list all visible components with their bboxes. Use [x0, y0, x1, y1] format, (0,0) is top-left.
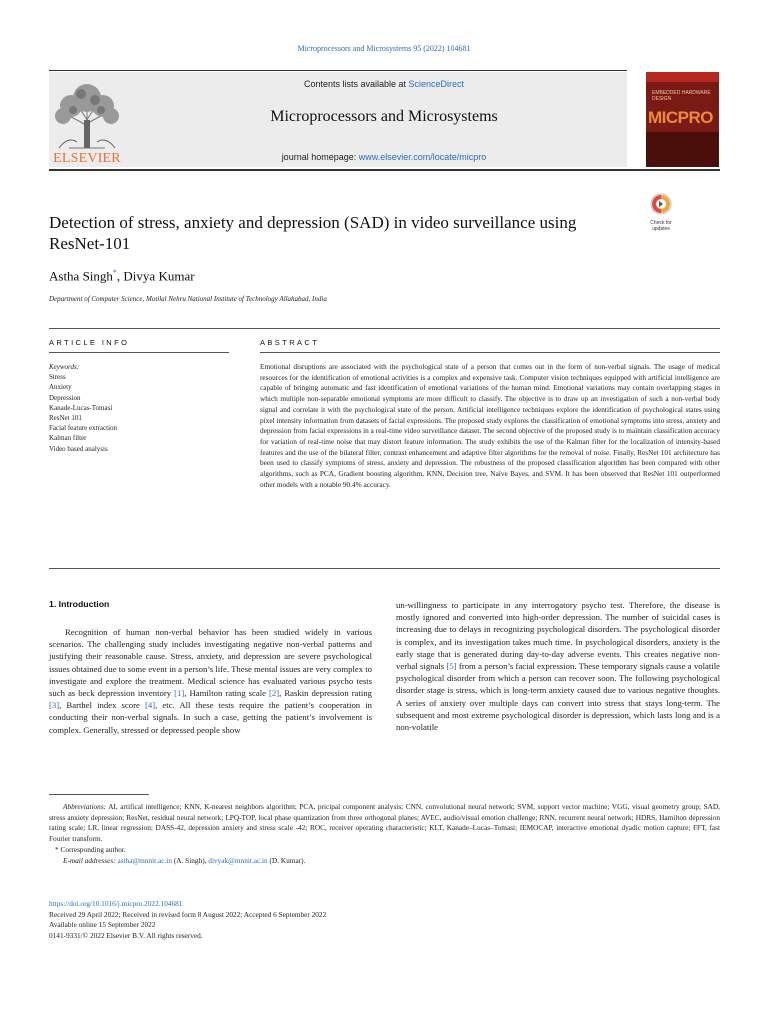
abstract-text: Emotional disruptions are associated with the psychological state of a person that comes out in the form of non-verbal signals. The usage of medical resources for the identification of emotional activities is a complex and expensive task. Computer vision techniques equipped with artificial intelligence are capable of bringing automatic and fast identification of emotional variations of the human mind. Emotional variations may contain overlapping stages in which multiple non-separable emotional symptoms are more difficult to classify. The objective is to draw up an investigation of such a non-verbal body signal and correlate it with the psychological state of the person. Artificial intelligence techniques explore the identification of psychological states using pixel intensity information from datasets of facial expressions. The proposed study explores the classification of emotional symptoms into stress, anxiety and depression from facial expressions in a real-time video surveillance dataset. The second objective of the proposed study is to maintain classification accuracy for variation of real-time noise that may distort feature information. The study exhibits the use of the Kalman filter for the localization of intensity-based features and the use of the bilateral filter, contrast enhancement and adaptive filter algorithms for the removal of noise. Finally, ResNet 101 architecture has been used to classify symptoms of stress, anxiety and depression. The robustness of the proposed classification algorithm has been compared with other algorithms, such as PCA, Gradient boosting algorithm, KNN, Decision tree, Naïve Bayes, and SVM. It has been observed that ResNet 101 outperformed other models with a notable 90.4% accuracy.: [260, 362, 720, 489]
citation-link[interactable]: [3]: [49, 700, 60, 711]
paragraph: [49, 626, 372, 736]
keyword: Video based analysis: [49, 444, 108, 453]
email-link[interactable]: divyak@mnnit.ac.in: [208, 855, 268, 865]
abstract-sub-rule: [260, 352, 720, 353]
keyword: Facial feature extraction: [49, 424, 118, 433]
body-column-right: [396, 599, 720, 733]
sciencedirect-link[interactable]: ScienceDirect: [408, 79, 465, 89]
cover-subtitle: EMBEDDED HARDWARE DESIGN: [652, 90, 711, 102]
body-column-left: [49, 626, 372, 736]
header-top-rule: [49, 70, 627, 71]
author-line: [49, 268, 195, 284]
publication-info: [49, 899, 649, 942]
journal-title[interactable]: Microprocessors and Microsystems: [270, 108, 498, 125]
citation-link[interactable]: [5]: [446, 661, 457, 672]
keywords-list: [49, 362, 229, 454]
author-name[interactable]: Astha Singh: [49, 268, 113, 284]
text-run: , Raskin depression rating: [279, 688, 372, 699]
cover-band: [646, 132, 719, 167]
email-footnote: [49, 856, 720, 867]
citation-line[interactable]: Microprocessors and Microsystems 95 (2022) 104681: [297, 44, 471, 53]
keyword: Anxiety: [49, 383, 72, 392]
homepage-prefix: journal homepage:: [281, 152, 359, 162]
keyword: Stress: [49, 373, 66, 382]
copyright: 0141-9331/© 2022 Elsevier B.V. All rights reserved.: [49, 931, 203, 941]
section-heading-introduction: 1. Introduction: [49, 599, 110, 609]
header-bottom-rule: [49, 169, 720, 171]
text-run: , etc. All these tests require the patient’s cooperation in conducting their non-verbal signals. In such a case, getting the patient’s involvement is complex. Generally, stressed or depressed people show: [49, 700, 373, 735]
email-label: E-mail addresses:: [63, 855, 118, 865]
article-info-heading: ARTICLE INFO: [49, 338, 130, 347]
online-date: Available online 15 September 2022: [49, 920, 156, 930]
received-dates: Received 29 April 2022; Received in revised form 8 August 2022; Accepted 6 September 2022: [49, 909, 327, 919]
text-run: from a person’s facial expression. These temporary signals cause a volatile psychological disorder from which a person can recover soon. The following psychological disorder stage is stress, which is long-term anxiety caused due to various negative thoughts. A series of anxiety over multiple days can convert into stress that stays long-term. The subsequent and most extreme psychological disorder is depression, which lasts long and is a non-volatile: [396, 661, 720, 733]
keyword: ResNet 101: [49, 414, 82, 423]
citation-link[interactable]: [2]: [269, 688, 280, 699]
author-name[interactable]: Divya Kumar: [123, 268, 195, 284]
check-for-updates-badge[interactable]: [646, 193, 676, 232]
text-run: Recognition of human non-verbal behavior has been studied widely in various scenarios. The challenging study includes investigating negative non-verbal patterns and justifying their reasonable cause. Stress, anxiety, and depression are severe psychological issues obtained due to some event in a person’s life. These mental issues are very complex to investigate and explore the treatment. Medical science has evaluated various psycho tests such as beck depression inventory: [49, 627, 372, 699]
affiliation: Department of Computer Science, Motilal Nehru National Institute of Technology Allahabad, India: [49, 295, 327, 303]
check-updates-icon: [646, 193, 676, 215]
corresponding-footnote: * Corresponding author.: [55, 844, 126, 854]
citation-link[interactable]: [1]: [174, 688, 185, 699]
keyword: Kalman filter: [49, 434, 87, 443]
info-top-rule: [49, 328, 720, 329]
publisher-wordmark[interactable]: ELSEVIER: [53, 151, 121, 166]
author-separator: ,: [116, 268, 124, 284]
abstract-heading: ABSTRACT: [260, 338, 320, 347]
abbreviations-text: AI, artifical intelligence; KNN, K-nearest neighbors algorithm; PCA, pricipal component analysis; CNN, convolutional neural network; SVM, support vector machine; VGG, visual geometry group; SAD, stress anxiety depression; ResNet, residual neural network; LPQ-TOP, local phase quantization from three orthogonal planes; AVEC, audio/visual emotion challenge; RNN, recurrent neural network; HDRS, Hamilton depression rating scale; LR, linear regression; DASS-42, depression anxiety and stress scale -42; ROC, receiver operating characteristic; KLT, Kanade–Lucas–Tomasi; IEMOCAP, interactive emotional dyadic motion capture; FFT, fast Fourier transform.: [49, 802, 720, 844]
check-updates-label: Check for updates: [650, 220, 672, 232]
keyword: Depression: [49, 393, 81, 402]
homepage-link[interactable]: www.elsevier.com/locate/micpro: [358, 152, 487, 162]
email-owner: (D. Kumar).: [267, 855, 306, 865]
paragraph: [396, 599, 720, 733]
cover-stripe: [646, 72, 719, 82]
journal-cover-thumbnail[interactable]: [646, 72, 719, 167]
email-owner: (A. Singh),: [172, 855, 209, 865]
cover-title: MICPRO: [648, 108, 713, 127]
text-run: , Barthel index score: [59, 700, 145, 711]
abbreviations-label: Abbreviations:: [63, 802, 107, 811]
footnotes: [49, 802, 720, 866]
info-sub-rule: [49, 352, 229, 353]
email-link[interactable]: astha@mnnit.ac.in: [117, 855, 172, 865]
keyword: Kanade-Lucas-Tomasi: [49, 403, 113, 412]
footnote-rule: [49, 794, 149, 795]
contents-prefix: Contents lists available at: [303, 79, 409, 89]
abbreviations-footnote: [49, 802, 720, 845]
abstract-bottom-rule: [49, 568, 720, 569]
doi-link[interactable]: https://doi.org/10.1016/j.micpro.2022.104681: [49, 899, 183, 908]
text-run: un-willingness to participate in any interrogatory psycho test. Therefore, the disease is mostly ignored and converted into high-order depression. The number of suicidal cases is increasing due to delays in recognizing psychological disorders. The psychological disorder is complex, and its investigation takes much time. In psychological disorders, anxiety is the early stage that is generated during day-to-day adverse events. This creates negative non-verbal signals: [396, 600, 720, 672]
corresponding-author-mark[interactable]: *: [112, 268, 117, 277]
citation-link[interactable]: [4]: [145, 700, 156, 711]
article-title: Detection of stress, anxiety and depression (SAD) in video surveillance using ResNet-101: [49, 213, 577, 253]
text-run: , Hamilton rating scale: [184, 688, 270, 699]
keywords-label: Keywords:: [49, 363, 80, 371]
